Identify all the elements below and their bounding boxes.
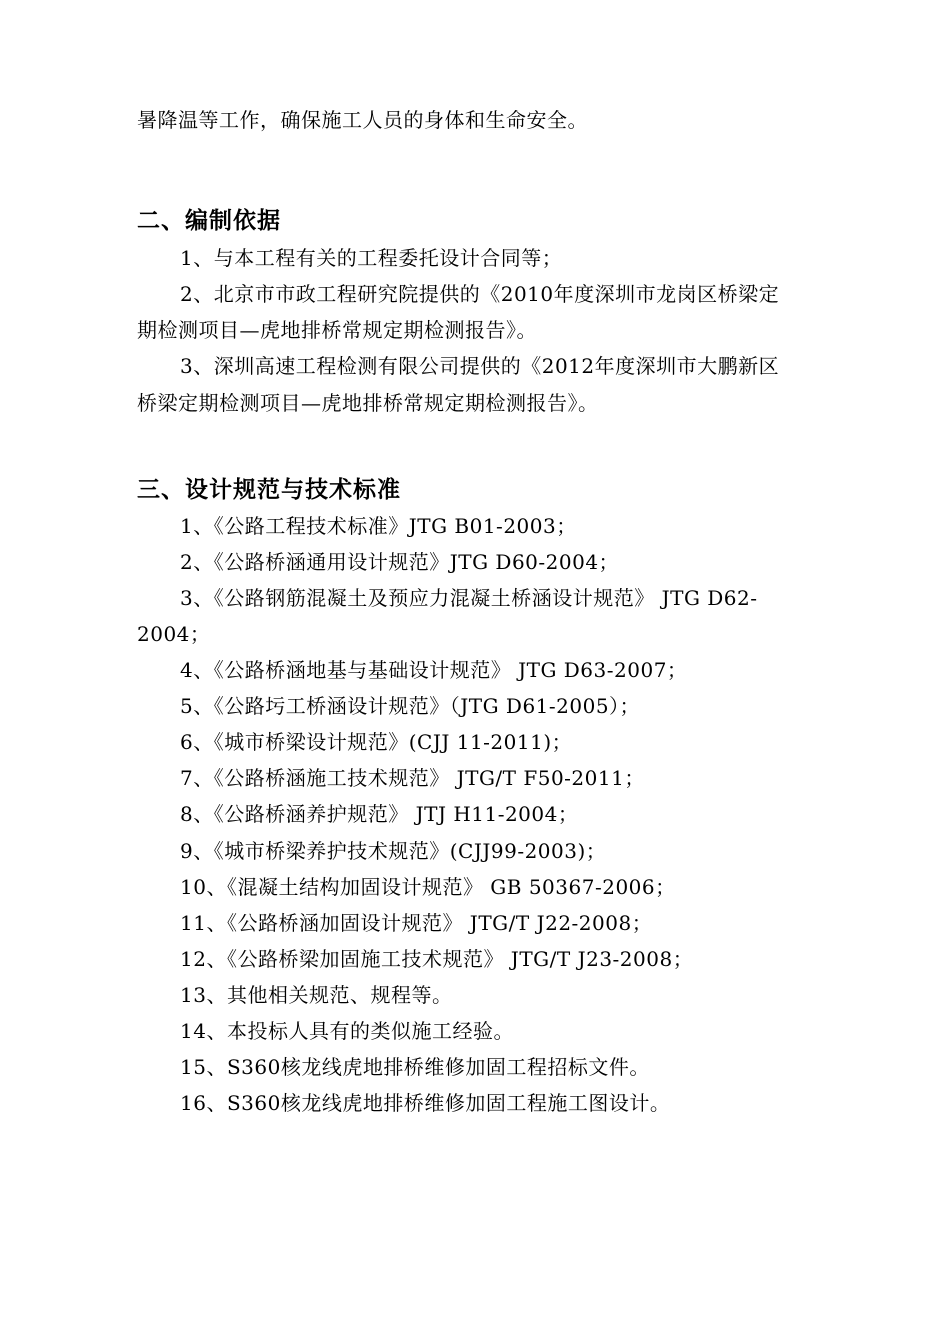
standard-item-8: 8、《公路桥涵养护规范》 JTJ H11-2004； <box>180 802 579 826</box>
standard-item-15: 15、S360核龙线虎地排桥维修加固工程招标文件。 <box>180 1055 650 1079</box>
standard-item-1: 1、《公路工程技术标准》JTG B01-2003； <box>180 514 577 538</box>
basis-item-3: 3、深圳高速工程检测有限公司提供的《2012年度深圳市大鹏新区 <box>180 354 780 378</box>
standard-item-3-continuation: 2004； <box>137 622 211 646</box>
section-2-heading: 二、编制依据 <box>137 208 281 234</box>
standard-item-2: 2、《公路桥涵通用设计规范》JTG D60-2004； <box>180 550 620 574</box>
standard-item-5: 5、《公路圬工桥涵设计规范》（JTG D61-2005）； <box>180 694 641 718</box>
basis-item-1: 1、与本工程有关的工程委托设计合同等； <box>180 246 563 270</box>
standard-item-12: 12、《公路桥梁加固施工技术规范》 JTG/T J23-2008； <box>180 947 694 971</box>
standard-item-6: 6、《城市桥梁设计规范》(CJJ 11-2011)； <box>180 730 573 754</box>
standard-item-13: 13、其他相关规范、规程等。 <box>180 983 453 1007</box>
standard-item-4: 4、《公路桥涵地基与基础设计规范》 JTG D63-2007； <box>180 658 688 682</box>
intro-paragraph: 暑降温等工作，确保施工人员的身体和生命安全。 <box>137 108 588 132</box>
standard-item-14: 14、本投标人具有的类似施工经验。 <box>180 1019 514 1043</box>
standard-item-7: 7、《公路桥涵施工技术规范》 JTG/T F50-2011； <box>180 766 645 790</box>
basis-item-2: 2、北京市市政工程研究院提供的《2010年度深圳市龙岗区桥梁定 <box>180 282 780 306</box>
standard-item-9: 9、《城市桥梁养护技术规范》(CJJ99-2003)； <box>180 839 607 863</box>
section-3-heading: 三、设计规范与技术标准 <box>137 477 401 503</box>
basis-item-2-continuation: 期检测项目—虎地排桥常规定期检测报告》。 <box>137 318 537 342</box>
standard-item-3: 3、《公路钢筋混凝土及预应力混凝土桥涵设计规范》 JTG D62- <box>180 586 758 610</box>
standard-item-10: 10、《混凝土结构加固设计规范》 GB 50367-2006； <box>180 875 676 899</box>
standard-item-11: 11、《公路桥涵加固设计规范》 JTG/T J22-2008； <box>180 911 653 935</box>
standard-item-16: 16、S360核龙线虎地排桥维修加固工程施工图设计。 <box>180 1091 671 1115</box>
basis-item-3-continuation: 桥梁定期检测项目—虎地排桥常规定期检测报告》。 <box>137 391 599 415</box>
